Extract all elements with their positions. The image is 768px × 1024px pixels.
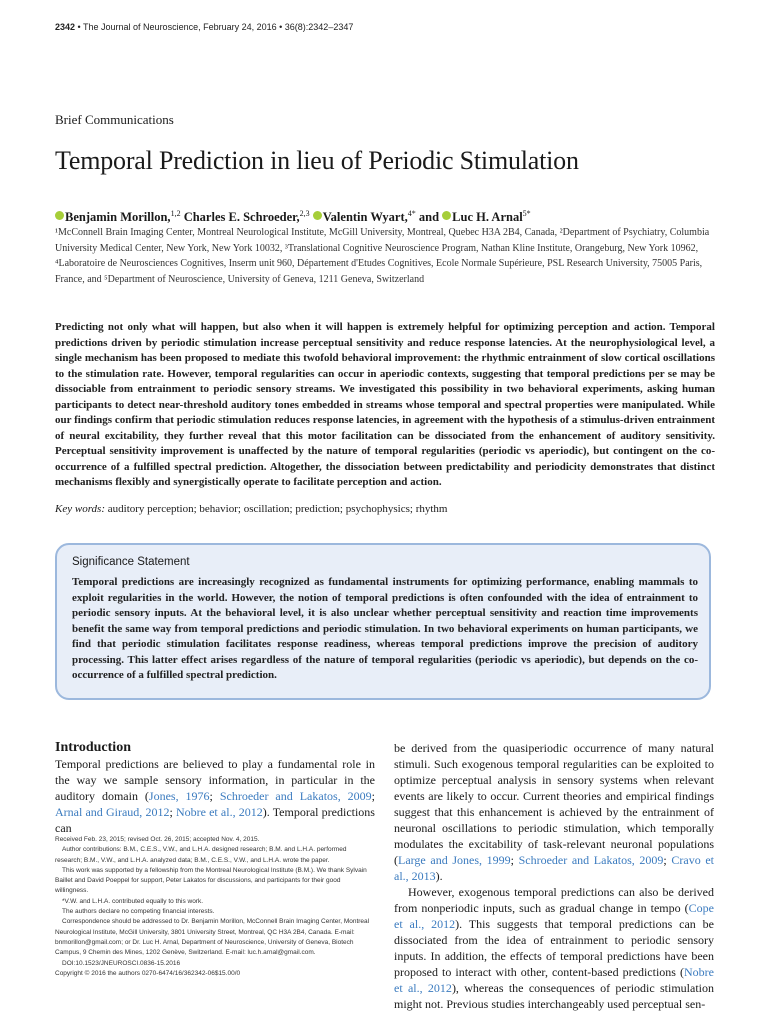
intro-text: ; <box>510 853 519 867</box>
intro-text: ; <box>663 853 672 867</box>
section-label: Brief Communications <box>55 112 174 127</box>
author-list <box>55 209 531 225</box>
intro-left-column <box>55 756 375 836</box>
orcid-icon[interactable] <box>55 211 64 220</box>
author-affil-mark: 1,2 <box>170 209 181 218</box>
keywords <box>55 503 447 515</box>
author-name: Luc H. Arnal <box>452 210 523 225</box>
citation-link[interactable]: Cravo et al., 2013 <box>394 853 714 883</box>
citation-link[interactable]: Nobre et al., 2012 <box>394 965 714 995</box>
affiliations: ¹McConnell Brain Imaging Center, Montreal Neurological Institute, McGill University, Montreal, Quebec H3A 2B4, Canada, ²Department of Psychiatry, Columbia University Medical Center, New York, New York 10032, ³Translational Cognitive Neuroscience Program, Nathan Kline Institute, Orangeburg, New York 10962, ⁴Laboratoire de Neurosciences Cognitives, Inserm unit 960, Département d'Etudes Cognitives, Ecole Normale Supérieure, PSL Research University, 75005 Paris, France, and ⁵Department of Neuroscience, University of Geneva, 1211 Geneva, Switzerland <box>55 227 710 285</box>
running-header <box>55 22 353 32</box>
page-number: 2342 <box>55 22 76 32</box>
intro-right-column <box>394 740 714 1012</box>
author-conjunction: and <box>415 210 443 225</box>
intro-text: ). Temporal predictions can <box>55 805 375 835</box>
author-affil-mark: 4* <box>407 209 416 218</box>
intro-text: be derived from the quasiperiodic occurrence of many natural stimuli. Such exogenous temporal regularities can be exploited to optimize perceptual analysis in sensory systems when relevant events are likely to occur. Current theories and empirical findings suggest that this enhancement is achieved by the entrainment of neuronal oscillations to periodic stimulation, which temporally modulates the excitability of task-relevant neuronal populations ( <box>394 741 714 867</box>
significance-text: Temporal predictions are increasingly recognized as fundamental instruments for optimizing performance, enabling mammals to exploit regularities in the world. However, the notion of temporal predictions is often confounded with the idea of entrainment to periodic sensory inputs. At the behavioral level, it is also unclear whether perceptual sensitivity and reaction time improvements benefit the same way from temporal predictions and periodic stimulation. In two behavioral experiments on human participants, we find that periodic stimulation facilitates response readiness, whereas temporal predictions improve the precision of auditory processing. This latter effect arises regardless of the nature of temporal regularities (periodic vs aperiodic), but depends on the co-occurrence of a fulfilled spectral prediction. <box>72 576 698 681</box>
abstract: Predicting not only what will happen, but also when it will happen is extremely helpful for optimizing perception and action. Temporal predictions driven by periodic stimulation increase perceptual sensitivity and reduce response latencies. At the neurophysiological level, a single mechanism has been proposed to mediate this twofold behavioral improvement: the rhythmic entrainment of slow cortical oscillations to the stimulation rate. However, temporal regularities can occur in aperiodic contexts, suggesting that temporal predictions per se may be dissociable from entrainment to periodic sensory streams. We investigated this possibility in two behavioral experiments, asking human participants to detect near-threshold auditory tones embedded in streams whose temporal and spectral properties were manipulated. While our findings confirm that periodic stimulation reduces response latencies, in agreement with the hypothesis of a stimulus-driven entrainment of neural excitability, they further reveal that this motor facilitation can be dissociated from the enhancement of auditory sensitivity. Perceptual sensitivity improvement is unaffected by the nature of temporal regularities (periodic vs aperiodic), but contingent on the co-occurrence of a fulfilled spectral prediction. Altogether, the dissociation between predictability and periodicity demonstrates that distinct mechanisms flexibly and synergistically operate to facilitate perception and action. <box>55 321 715 488</box>
intro-text: ; <box>209 789 220 803</box>
footnotes <box>55 835 375 979</box>
intro-text: ; <box>371 789 375 803</box>
intro-text: However, exogenous temporal predictions can also be derived from nonperiodic inputs, such as gradual change in tempo ( <box>394 885 714 915</box>
footnote: *V.W. and L.H.A. contributed equally to this work. <box>62 897 204 905</box>
intro-paragraph <box>394 740 714 884</box>
journal-citation: • The Journal of Neuroscience, February 24, 2016 • 36(8):2342–2347 <box>75 22 354 32</box>
citation-link[interactable]: Large and Jones, 1999 <box>398 853 511 867</box>
footnote: Received Feb. 23, 2015; revised Oct. 26, 2015; accepted Nov. 4, 2015. <box>55 836 260 843</box>
paper-title: Temporal Prediction in lieu of Periodic Stimulation <box>55 146 579 175</box>
intro-text: Temporal predictions are believed to play a fundamental role in the way we sample sensory information, in particular in the auditory domain ( <box>55 757 375 803</box>
citation-link[interactable]: Cope et al., 2012 <box>394 901 714 931</box>
intro-paragraph <box>394 884 714 1012</box>
significance-title: Significance Statement <box>72 556 190 568</box>
footnote: This work was supported by a fellowship from the Montreal Neurological Institute (B.M.). We thank Sylvain Baillet and David Poeppel for support, Peter Lakatos for discussions, and participants for their good willingness. <box>55 866 367 895</box>
citation-link[interactable]: Schroeder and Lakatos, 2009 <box>219 789 372 803</box>
footnote-copyright: Copyright © 2016 the authors 0270-6474/16/362342-06$15.00/0 <box>55 969 241 977</box>
intro-text: ), whereas the consequences of periodic stimulation might not. Previous studies interchangeably used perceptual sen- <box>394 981 715 1011</box>
intro-text: ). This suggests that temporal predictions can be dissociated from the idea of entrainment to periodic sensory inputs. In addition, the effects of temporal predictions have been proposed to interact with other, content-based predictions ( <box>394 917 714 979</box>
citation-link[interactable]: Schroeder and Lakatos, 2009 <box>518 853 664 867</box>
footnote: Correspondence should be addressed to Dr. Benjamin Morillon, McConnell Brain Imaging Center, Montreal Neurological Institute, McGill University, 3801 University Street, Montreal, QC H3A 2B4, Canada. E-mail: bnmorillon@gmail.com; or Dr. Luc H. Arnal, Department of Neuroscience, University of Geneva, Biotech Campus, 9 Chemin des Mines, 1202 Genève, Switzerland. E-mail: luc.h.arnal@gmail.com. <box>55 918 370 957</box>
author-name: Valentin Wyart, <box>322 210 408 225</box>
author-name: Benjamin Morillon, <box>65 210 171 225</box>
intro-text: ). <box>435 869 443 883</box>
footnote: The authors declare no competing financial interests. <box>62 908 215 916</box>
footnote-doi: DOI:10.1523/JNEUROSCI.0836-15.2016 <box>62 959 181 967</box>
orcid-icon[interactable] <box>442 211 451 220</box>
citation-link[interactable]: Nobre et al., 2012 <box>175 805 263 819</box>
citation-link[interactable]: Jones, 1976 <box>148 789 210 803</box>
keywords-list: auditory perception; behavior; oscillation; prediction; psychophysics; rhythm <box>105 503 448 515</box>
keywords-label: Key words: <box>55 503 106 515</box>
orcid-icon[interactable] <box>313 211 322 220</box>
footnote: Author contributions: B.M., C.E.S., V.W., and L.H.A. designed research; B.M. and L.H.A. performed research; B.M., V.W., and L.H.A. analyzed data; B.M., C.E.S., V.W., and L.H.A. wrote the paper. <box>55 846 347 864</box>
author-affil-mark: 2,3 <box>299 209 310 218</box>
author-name: Charles E. Schroeder, <box>180 210 300 225</box>
author-affil-mark: 5* <box>522 209 531 218</box>
introduction-heading: Introduction <box>55 740 131 755</box>
citation-link[interactable]: Arnal and Giraud, 2012 <box>55 805 170 819</box>
intro-text: ; <box>169 805 176 819</box>
